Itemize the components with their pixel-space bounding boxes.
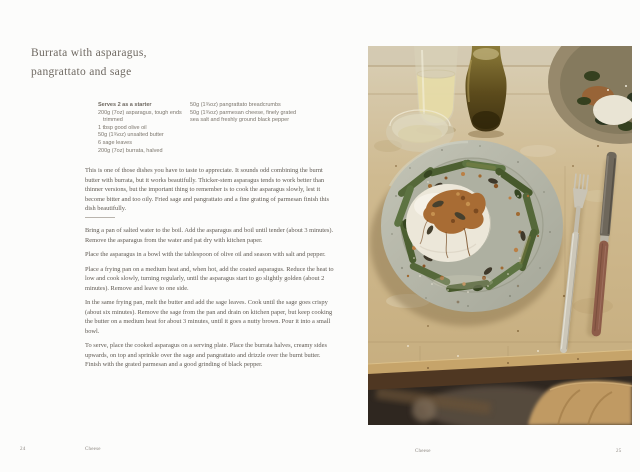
recipe-photo xyxy=(368,46,632,425)
ingredient-item: 50g (1¾oz) pangrattato breadcrumbs xyxy=(190,102,281,108)
left-page-number: 24 xyxy=(20,447,26,452)
method-step: Place a frying pan on a medium heat and, when hot, add the coated asparagus. Reduce the heat to low and cook slowly, turning regularly, until the asparagus start to go slightly golden (about 2 minutes). Remove and leave to one side. xyxy=(85,265,334,292)
ingredient-item: 1 tbsp good olive oil xyxy=(98,124,147,131)
method-step: Bring a pan of salted water to the boil. Add the asparagus and boil until tender (about 3 minutes). Remove the asparagus from the water and pat dry with kitchen paper. xyxy=(85,227,334,244)
method-steps xyxy=(85,226,338,375)
ingredients-column-2 xyxy=(190,102,308,155)
ingredients-column-1 xyxy=(98,102,190,155)
ingredients-list xyxy=(98,102,308,155)
recipe-title-line2: pangrattato and sage xyxy=(31,66,132,78)
method-step: To serve, place the cooked asparagus on a serving plate. Place the burrata halves, creamy sides upwards, on top and sprinkle over the sage and pangrattato and drizzle over the burnt butter. Finish with the grated parmesan and a good grinding of black pepper. xyxy=(85,342,327,368)
ingredient-item: sea salt and freshly ground black pepper xyxy=(190,117,290,124)
ingredient-item: 200g (7oz) burrata, halved xyxy=(98,147,163,154)
section-divider xyxy=(85,217,115,218)
method-step: Place the asparagus in a bowl with the tablespoon of olive oil and season with salt and pepper. xyxy=(85,251,326,258)
serves-label: Serves 2 as a starter xyxy=(98,102,152,108)
right-section-label: Cheese xyxy=(415,449,431,454)
ingredient-item: 6 sage leaves xyxy=(98,139,132,146)
method-step: In the same frying pan, melt the butter and add the sage leaves. Cook until the sage goes crispy (about six minutes). Remove the sage from the pan and drain on kitchen paper, but keep cooking the butter on a medium heat for about 3 minutes, until it goes a nutty brown. Pour it into a small bowl. xyxy=(85,299,333,335)
recipe-intro: This is one of those dishes you have to taste to appreciate. It sounds odd combining the burnt butter with burrata, but it works beautifully. Thicker-stem asparagus tends to work better than thinner versions, but the important thing to remember is to cook the asparagus slowly, lest it become bitter and too oily. Fried sage and pangrattato and a fine grating of parmesan finish this dish beautifully. xyxy=(85,167,329,212)
recipe-title-line1: Burrata with asparagus, xyxy=(31,47,147,59)
right-page-number: 25 xyxy=(616,449,622,454)
left-section-label: Cheese xyxy=(85,447,101,452)
recipe-title xyxy=(31,44,147,82)
ingredient-item: 200g (7oz) asparagus, tough ends trimmed xyxy=(98,109,182,124)
ingredient-item: 50g (1¾oz) unsalted butter xyxy=(98,132,164,139)
ingredient-item: 50g (1¾oz) parmesan cheese, finely grated xyxy=(190,109,297,116)
